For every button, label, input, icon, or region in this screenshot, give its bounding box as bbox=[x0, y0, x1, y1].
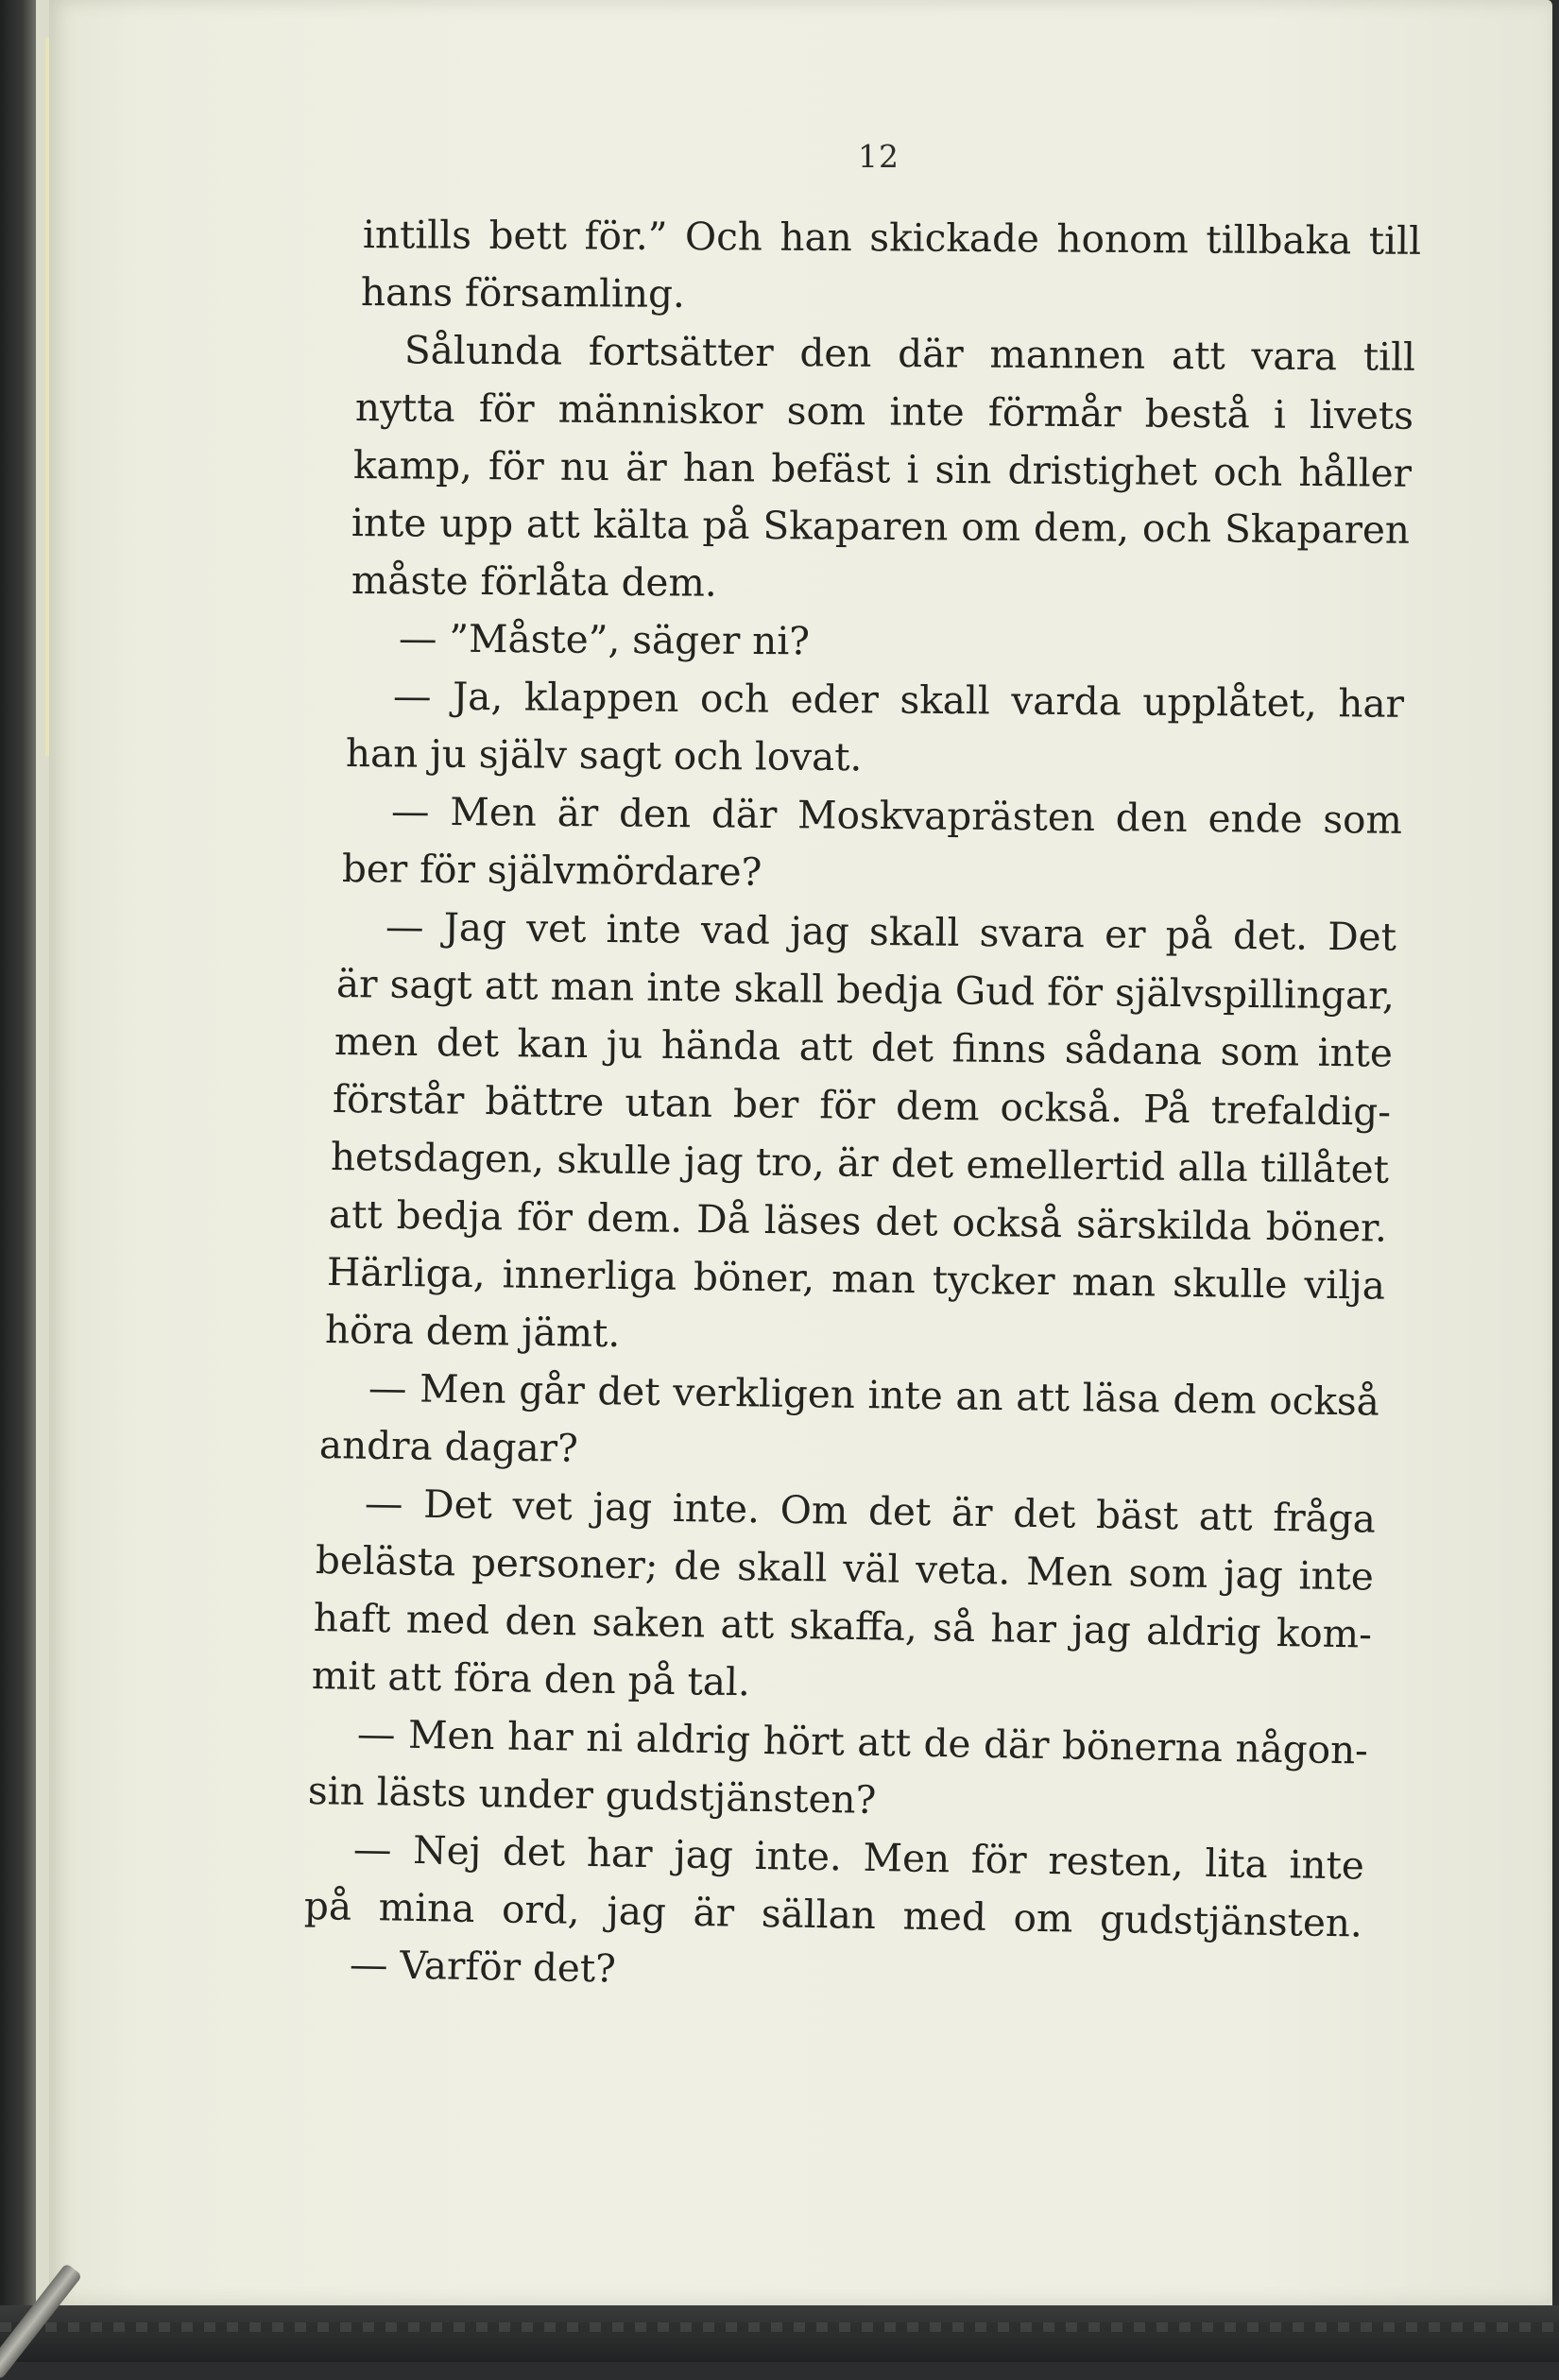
text-line: Sålunda fortsätter den där mannen att vara till bbox=[403, 327, 1416, 380]
text-line: — Nej det har jag inte. Men för resten, lita inte bbox=[352, 1825, 1365, 1889]
text-line: belästa personer; de skall väl veta. Men som jag inte bbox=[315, 1537, 1375, 1600]
text-line: sin lästs under gudstjänsten? bbox=[307, 1768, 877, 1823]
text-line: — Men är den där Moskvaprästen den ende som bbox=[390, 788, 1403, 843]
text-line: höra dem jämt. bbox=[324, 1307, 621, 1357]
text-line: nytta för människor som inte förmår bestå i livets bbox=[354, 385, 1414, 438]
scanner-bed bbox=[0, 2305, 1559, 2362]
text-line: — Men går det verkligen inte an att läsa dem också bbox=[368, 1364, 1380, 1425]
text-line: måste förlåta dem. bbox=[351, 557, 717, 606]
text-line: hetsdagen, skulle jag tro, är det emellertid alla tillåtet bbox=[330, 1134, 1390, 1192]
text-line: — Ja, klappen och eder skall varda upplåtet, har bbox=[392, 673, 1405, 727]
text-line: men det kan ju hända att det finns sådana som inte bbox=[334, 1019, 1394, 1076]
text-line: ber för självmördare? bbox=[341, 846, 762, 895]
text-line: inte upp att kälta på Skaparen om dem, och Skaparen bbox=[351, 500, 1411, 553]
text-line: — Det vet jag inte. Om det är det bäst att fråga bbox=[364, 1480, 1377, 1542]
text-line: — Jag vet inte vad jag skall svara er på det. Det bbox=[385, 903, 1397, 960]
text-line: intills bett för.” Och han skickade honom tillbaka till bbox=[362, 212, 1422, 264]
text-line: han ju själv sagt och lovat. bbox=[345, 730, 863, 780]
text-line: andra dagar? bbox=[318, 1422, 579, 1471]
text-line: — Men har ni aldrig hört att de där bönerna någon- bbox=[356, 1710, 1369, 1773]
text-line: mit att föra den på tal. bbox=[311, 1652, 751, 1705]
body-text bbox=[303, 206, 1422, 1993]
text-line: Härliga, innerliga böner, man tycker man skulle vilja bbox=[326, 1249, 1386, 1309]
text-line: kamp, för nu är han befäst i sin dristighet och håller bbox=[352, 442, 1413, 496]
text-line: haft med den saken att skaffa, så har jag aldrig kom- bbox=[313, 1595, 1373, 1657]
text-line: — ”Måste”, säger ni? bbox=[398, 615, 811, 664]
text-line: är sagt att man inte skall bedja Gud för självspillingar, bbox=[335, 961, 1396, 1019]
text-line: att bedja för dem. Då läses det också särskilda böner. bbox=[328, 1191, 1388, 1251]
text-line: hans församling. bbox=[360, 269, 685, 317]
text-line: på mina ord, jag är sällan med om gudstjänsten. bbox=[303, 1883, 1363, 1946]
page-number: 12 bbox=[858, 138, 899, 175]
text-line: förstår bättre utan ber för dem också. På trefaldig- bbox=[332, 1076, 1392, 1135]
text-line: — Varför det? bbox=[349, 1941, 617, 1992]
